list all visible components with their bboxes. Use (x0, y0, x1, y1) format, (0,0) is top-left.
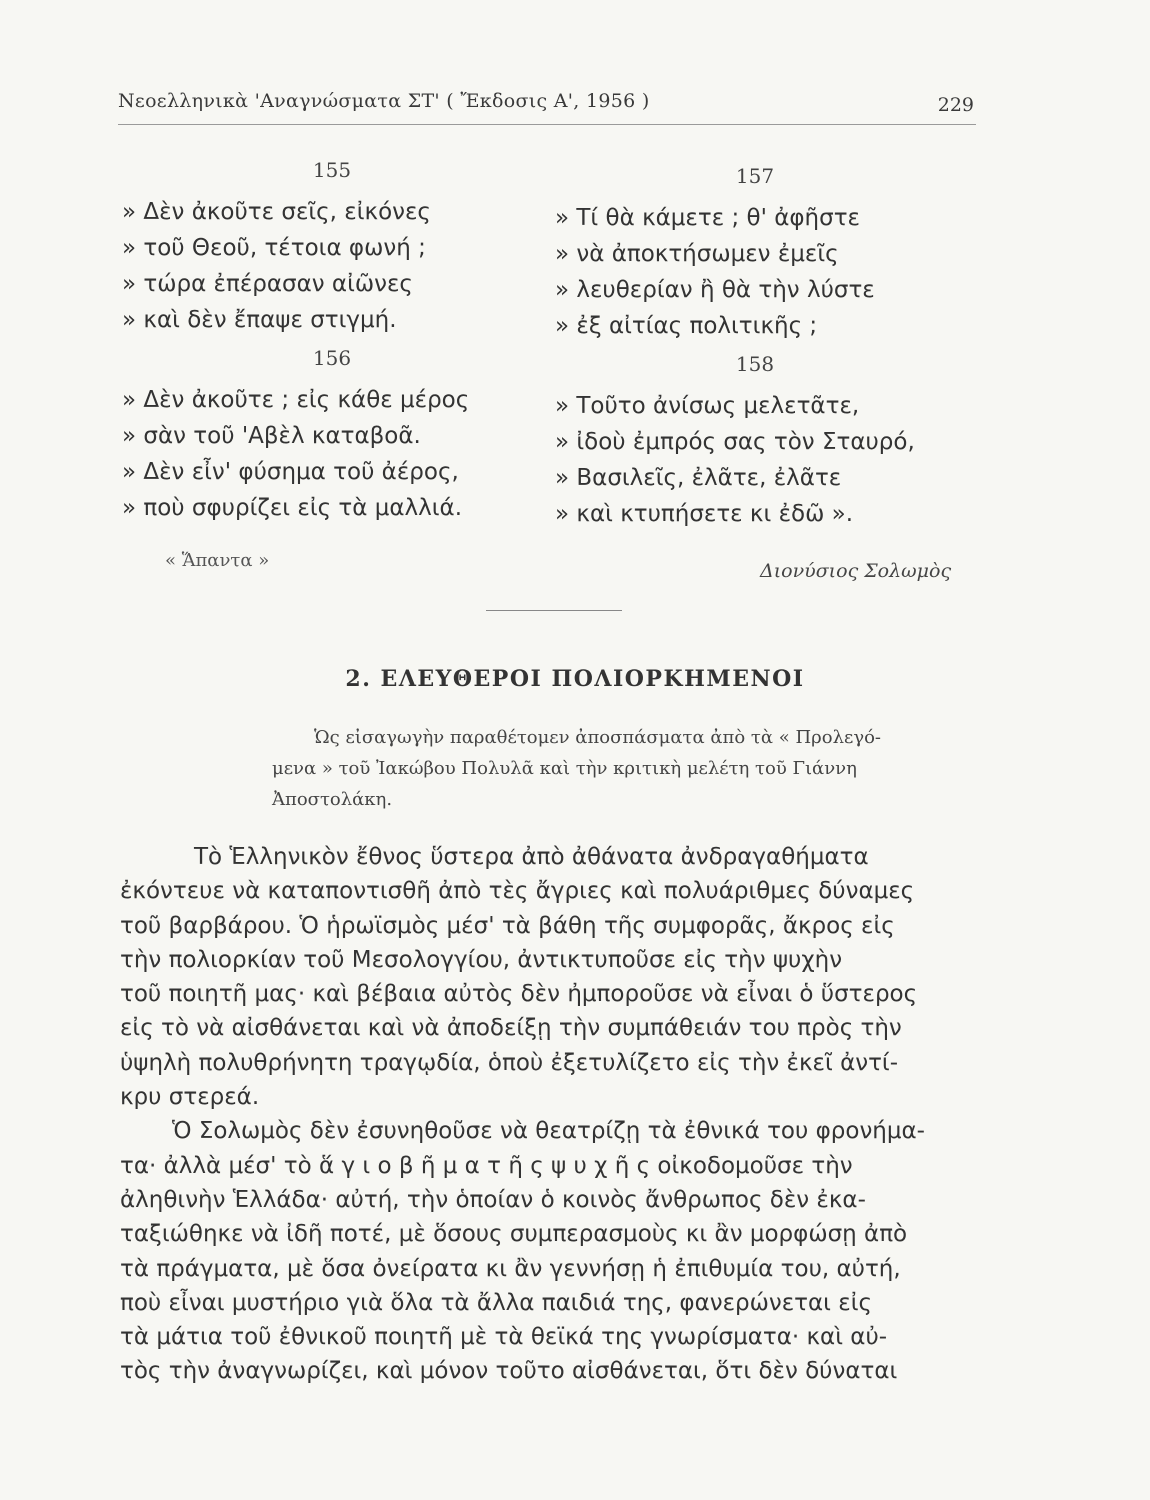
running-header (118, 84, 976, 125)
body-line: τα· ἀλλὰ μέσ' τὸ ἅ γ ι ο β ῆ μ α τ ῆ ς ψ υ χ ῆ ς οἰκοδομοῦσε τὴν (120, 1152, 853, 1179)
poem-author: Διονύσιος Σολωμὸς (760, 560, 952, 582)
verse-line: » ποὺ σφυρίζει εἰς τὰ μαλλιά. (122, 495, 463, 521)
body-line: ἀληθινὴν Ἑλλάδα· αὐτή, τὴν ὁποίαν ὁ κοινὸς ἄνθρωπος δὲν ἐκα- (120, 1186, 866, 1213)
verse-line: » ἐξ αἰτίας πολιτικῆς ; (555, 313, 818, 339)
section-title: 2. ΕΛΕΥΘΕΡΟΙ ΠΟΛΙΟΡΚΗΜΕΝΟΙ (345, 666, 805, 692)
poem-source: « Ἅπαντα » (165, 550, 270, 571)
verse-line: » Τί θὰ κάμετε ; θ' ἀφῆστε (555, 205, 860, 231)
verse-line: » Δὲν ἀκοῦτε σεῖς, εἰκόνες (122, 199, 431, 225)
body-line: ποὺ εἶναι μυστήριο γιὰ ὅλα τὰ ἄλλα παιδιά της, φανερώνεται εἰς (120, 1289, 872, 1316)
body-line: ταξιώθηκε νὰ ἰδῆ ποτέ, μὲ ὅσους συμπερασμοὺς κι ἂν μορφώσῃ ἀπὸ (120, 1221, 908, 1248)
body-line: τοῦ βαρβάρου. Ὁ ἡρωϊσμὸς μέσ' τὰ βάθη τῆς συμφορᾶς, ἄκρος εἰς (120, 912, 895, 939)
verse-line: » ἰδοὺ ἐμπρός σας τὸν Σταυρό, (555, 429, 915, 455)
verse-line: » νὰ ἀποκτήσωμεν ἐμεῖς (555, 241, 839, 267)
body-line: Τὸ Ἑλληνικὸν ἔθνος ὕστερα ἀπὸ ἀθάνατα ἀνδραγαθήματα (194, 844, 869, 870)
body-line: τὰ μάτια τοῦ ἐθνικοῦ ποιητῆ μὲ τὰ θεϊκά της γνωρίσματα· καὶ αὐ- (120, 1324, 888, 1351)
stanza-156 (122, 346, 522, 526)
section-divider (486, 610, 622, 611)
intro-line: Ὡς εἰσαγωγὴν παραθέτομεν ἀποσπάσματα ἀπὸ τὰ « Προλεγό- (314, 727, 882, 748)
stanza-number: 156 (312, 346, 352, 370)
verse-line: » τοῦ Θεοῦ, τέτοια φωνή ; (122, 235, 426, 261)
verse-line: » Τοῦτο ἀνίσως μελετᾶτε, (555, 393, 860, 419)
body-line: τὸς τὴν ἀναγνωρίζει, καὶ μόνον τοῦτο αἰσθάνεται, ὅτι δὲν δύναται (120, 1358, 898, 1385)
stanza-number: 158 (735, 352, 775, 376)
stanza-number: 155 (312, 158, 352, 182)
verse-line: » Δὲν ἀκοῦτε ; εἰς κάθε μέρος (122, 387, 470, 413)
intro-line: Ἀποστολάκη. (272, 789, 393, 810)
verse-line: » Βασιλεῖς, ἐλᾶτε, ἐλᾶτε (555, 465, 842, 491)
body-line: Ὁ Σολωμὸς δὲν ἐσυνηθοῦσε νὰ θεατρίζῃ τὰ ἐθνικά του φρονήμα- (172, 1118, 925, 1145)
stanza-158 (555, 352, 975, 532)
verse-line: » λευθερίαν ἢ θὰ τὴν λύστε (555, 277, 875, 303)
body-line: τὴν πολιορκίαν τοῦ Μεσολογγίου, ἀντικτυποῦσε εἰς τὴν ψυχὴν (120, 946, 843, 973)
verse-line: » σὰν τοῦ 'Αβὲλ καταβοᾶ. (122, 423, 421, 449)
verse-line: » τώρα ἐπέρασαν αἰῶνες (122, 271, 413, 297)
stanza-157 (555, 164, 975, 344)
body-line: ἐκόντευε νὰ καταποντισθῆ ἀπὸ τὲς ἄγριες καὶ πολυάριθμες δύναμες (120, 878, 915, 905)
intro-line: μενα » τοῦ Ἰακώβου Πολυλᾶ καὶ τὴν κριτικὴ μελέτη τοῦ Γιάννη (272, 758, 857, 779)
body-line: τοῦ ποιητῆ μας· καὶ βέβαια αὐτὸς δὲν ἠμποροῦσε νὰ εἶναι ὁ ὕστερος (120, 981, 918, 1008)
body-line: ὑψηλὴ πολυθρήνητη τραγῳδία, ὁποὺ ἐξετυλίζετο εἰς τὴν ἐκεῖ ἀντί- (120, 1049, 899, 1076)
verse-line: » καὶ κτυπήσετε κι ἐδῶ ». (555, 501, 854, 527)
page-number: 229 (937, 94, 974, 116)
section-intro (272, 722, 972, 815)
body-text (120, 840, 975, 1389)
body-line: κρυ στερεά. (120, 1084, 260, 1111)
body-line: εἰς τὸ νὰ αἰσθάνεται καὶ νὰ ἀποδείξῃ τὴν συμπάθειάν του πρὸς τὴν (120, 1015, 902, 1042)
stanza-number: 157 (735, 164, 775, 188)
stanza-155 (122, 158, 482, 338)
verse-line: » καὶ δὲν ἔπαψε στιγμή. (122, 307, 397, 333)
body-line: τὰ πράγματα, μὲ ὅσα ὀνείρατα κι ἂν γεννήσῃ ἡ ἐπιθυμία του, αὐτή, (120, 1255, 901, 1282)
verse-line: » Δὲν εἶν' φύσημα τοῦ ἀέρος, (122, 459, 459, 485)
running-title: Νεοελληνικὰ 'Αναγνώσματα ΣΤ' ( Ἔκδοσις Α', 1956 ) (118, 90, 650, 112)
